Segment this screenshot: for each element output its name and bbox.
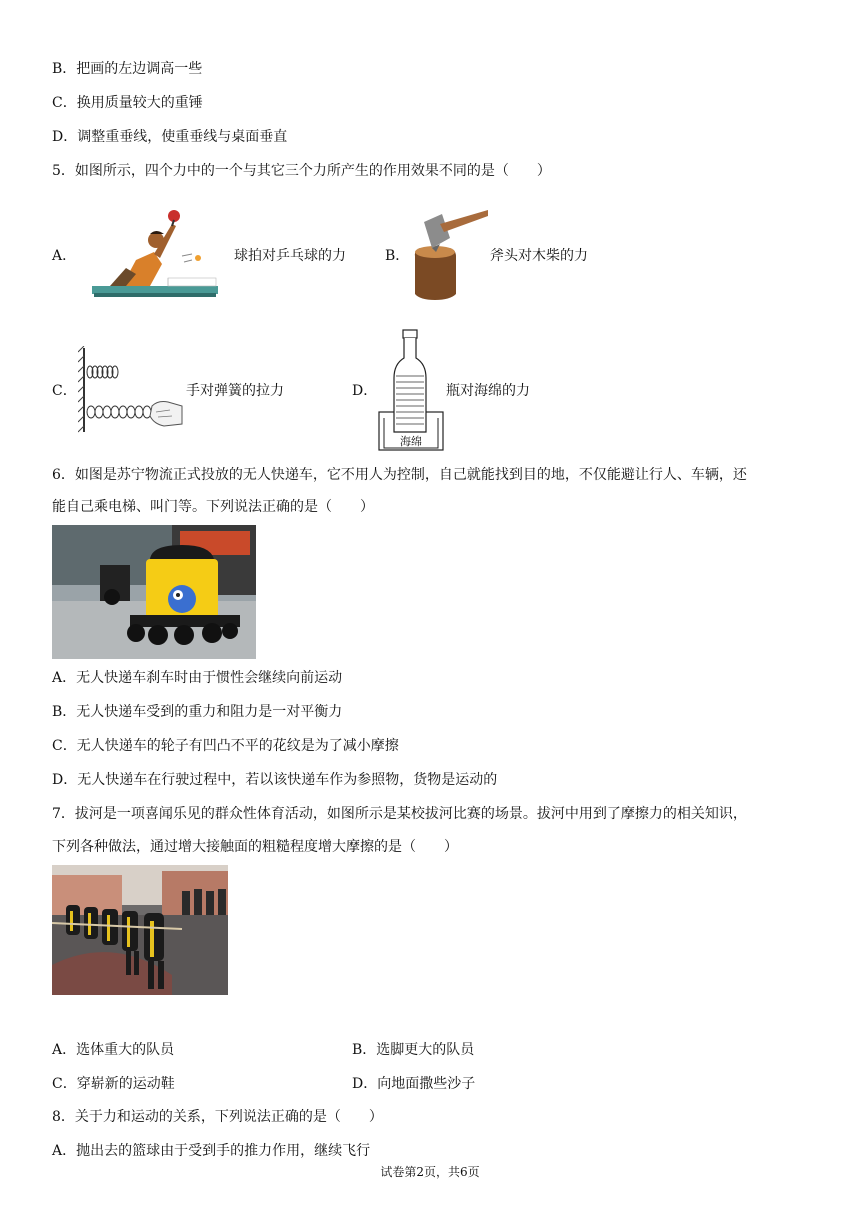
q7-stem-line1: 7．拔河是一项喜闻乐见的群众性体育活动，如图所示是某校拔河比赛的场景。拔河中用到了摩擦力的相关知识， — [52, 806, 747, 822]
q6-option-d: D．无人快递车在行驶过程中，若以该快递车作为参照物，货物是运动的 — [52, 772, 498, 788]
sponge-label: 海绵 — [400, 435, 422, 448]
q5-option-b-letter: B． — [385, 248, 410, 264]
delivery-robot-photo — [52, 525, 256, 659]
q5-option-d-caption: 瓶对海绵的力 — [446, 383, 530, 399]
q7-option-c: C．穿崭新的运动鞋 — [52, 1076, 175, 1092]
tug-of-war-photo — [52, 865, 228, 995]
q7-option-a: A．选体重大的队员 — [52, 1042, 175, 1058]
q5-option-a-caption: 球拍对乒乓球的力 — [234, 248, 346, 264]
q7-stem-line2: 下列各种做法，通过增大接触面的粗糙程度增大摩擦的是（ ） — [52, 839, 458, 855]
q6-option-a: A．无人快递车刹车时由于惯性会继续向前运动 — [52, 670, 343, 686]
axe-and-log-figure — [410, 204, 490, 302]
spring-pull-figure — [78, 346, 184, 436]
q5-option-b-caption: 斧头对木柴的力 — [490, 248, 588, 264]
q5-option-c-caption: 手对弹簧的拉力 — [186, 383, 284, 399]
bottle-on-sponge-figure — [378, 328, 444, 452]
q7-option-d: D．向地面撒些沙子 — [352, 1076, 476, 1092]
q6-stem-line1: 6．如图是苏宁物流正式投放的无人快递车，它不用人为控制，自己就能找到目的地，不仅能避让行人、车辆，还 — [52, 467, 747, 483]
page-footer: 试卷第2页，共6页 — [380, 1165, 480, 1179]
q4-option-c: C．换用质量较大的重锤 — [52, 95, 203, 111]
q8-option-a: A．抛出去的篮球由于受到手的推力作用，继续飞行 — [52, 1143, 371, 1159]
q4-option-b: B．把画的左边调高一些 — [52, 61, 203, 77]
q8-stem: 8．关于力和运动的关系，下列说法正确的是（ ） — [52, 1109, 383, 1125]
q5-option-d-letter: D． — [352, 383, 378, 399]
q4-option-d: D．调整重垂线，使重垂线与桌面垂直 — [52, 129, 288, 145]
q5-option-c-letter: C． — [52, 383, 77, 399]
q5-stem: 5．如图所示，四个力中的一个与其它三个力所产生的作用效果不同的是（ ） — [52, 163, 551, 179]
q5-option-a-letter: A． — [52, 248, 77, 264]
ping-pong-player-figure — [92, 204, 220, 298]
q6-option-c: C．无人快递车的轮子有凹凸不平的花纹是为了减小摩擦 — [52, 738, 399, 754]
q6-option-b: B．无人快递车受到的重力和阻力是一对平衡力 — [52, 704, 343, 720]
q7-option-b: B．选脚更大的队员 — [352, 1042, 475, 1058]
q6-stem-line2: 能自己乘电梯、叫门等。下列说法正确的是（ ） — [52, 499, 374, 515]
